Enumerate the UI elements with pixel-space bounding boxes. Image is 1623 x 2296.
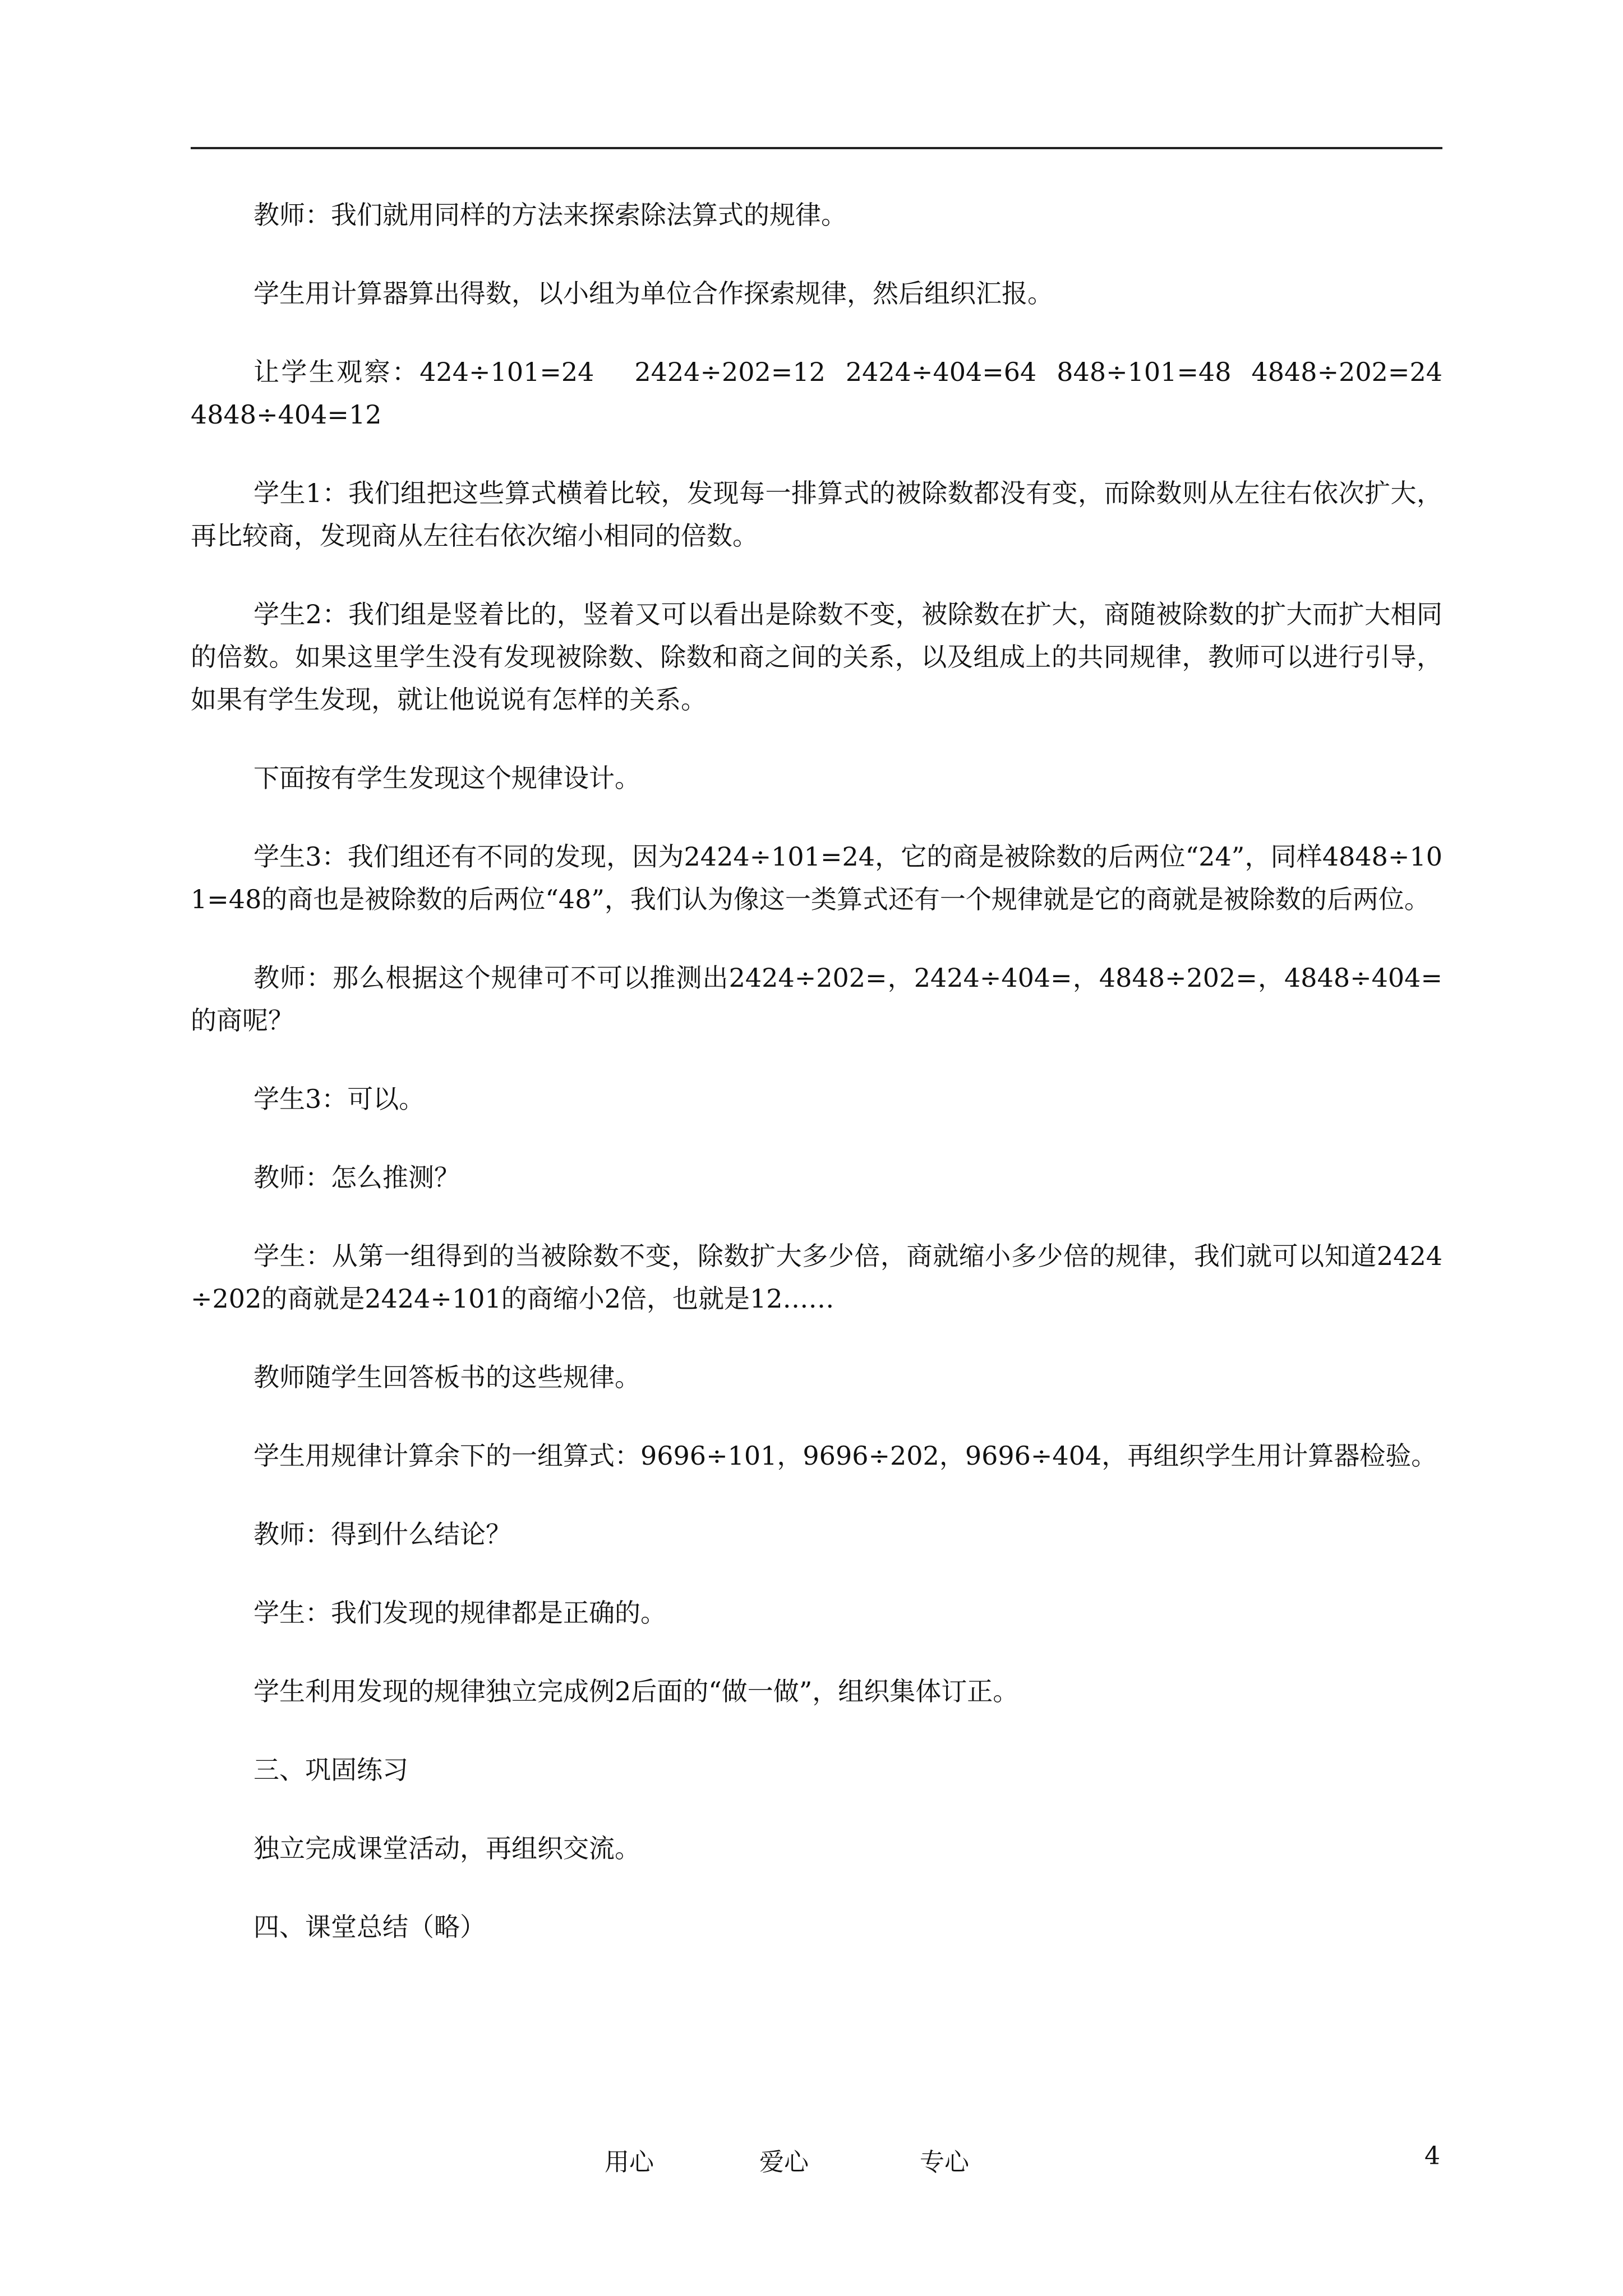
paragraph-1: 教师：我们就用同样的方法来探索除法算式的规律。 bbox=[253, 200, 847, 230]
footer-text-3: 专心 bbox=[920, 2148, 969, 2177]
footer-text-2: 爱心 bbox=[759, 2148, 809, 2177]
paragraph-10: 教师：怎么推测？ bbox=[253, 1162, 460, 1193]
paragraph-13: 学生用规律计算余下的一组算式：9696÷101，9696÷202，9696÷404，再组织学生用计算器检验。 bbox=[253, 1441, 1437, 1471]
paragraph-8: 教师：那么根据这个规律可不可以推测出2424÷202=，2424÷404=，4848÷202=，4848÷404=的商呢？ bbox=[191, 963, 1442, 1036]
section-heading-summary: 四、课堂总结（略） bbox=[253, 1912, 486, 1942]
paragraph-9: 学生3：可以。 bbox=[253, 1084, 425, 1114]
paragraph-7: 学生3：我们组还有不同的发现，因为2424÷101=24，它的商是被除数的后两位“24”，同样4848÷101=48的商也是被除数的后两位“48”，我们认为像这一类算式还有一个规律就是它的商就是被除数的后两位。 bbox=[191, 841, 1442, 914]
paragraph-3: 让学生观察：424÷101=24 2424÷202=12 2424÷404=64 848÷101=48 4848÷202=24 4848÷404=12 bbox=[191, 357, 1467, 430]
page-footer bbox=[0, 2142, 1623, 2175]
paragraph-6: 下面按有学生发现这个规律设计。 bbox=[253, 763, 640, 793]
paragraph-5: 学生2：我们组是竖着比的，竖着又可以看出是除数不变，被除数在扩大，商随被除数的扩大而扩大相同的倍数。如果这里学生没有发现被除数、除数和商之间的关系，以及组成上的共同规律，教师可以进行引导，如果有学生发现，就让他说说有怎样的关系。 bbox=[191, 599, 1442, 715]
paragraph-15: 学生：我们发现的规律都是正确的。 bbox=[253, 1598, 666, 1628]
section-heading-practice: 三、巩固练习 bbox=[253, 1755, 408, 1785]
header-rule bbox=[191, 147, 1442, 149]
footer-text-1: 用心 bbox=[605, 2148, 654, 2177]
page-number: 4 bbox=[1424, 2142, 1440, 2170]
paragraph-12: 教师随学生回答板书的这些规律。 bbox=[253, 1362, 640, 1392]
paragraph-18: 独立完成课堂活动，再组织交流。 bbox=[253, 1833, 640, 1864]
document-body bbox=[191, 194, 1467, 1948]
paragraph-4: 学生1：我们组把这些算式横着比较，发现每一排算式的被除数都没有变，而除数则从左往右依次扩大，再比较商，发现商从左往右依次缩小相同的倍数。 bbox=[191, 478, 1442, 551]
paragraph-2: 学生用计算器算出得数，以小组为单位合作探索规律，然后组织汇报。 bbox=[253, 278, 1053, 309]
paragraph-16: 学生利用发现的规律独立完成例2后面的“做一做”，组织集体订正。 bbox=[253, 1676, 1019, 1706]
paragraph-14: 教师：得到什么结论？ bbox=[253, 1519, 511, 1549]
paragraph-11: 学生：从第一组得到的当被除数不变，除数扩大多少倍，商就缩小多少倍的规律，我们就可以知道2424÷202的商就是2424÷101的商缩小2倍，也就是12…… bbox=[191, 1241, 1442, 1314]
